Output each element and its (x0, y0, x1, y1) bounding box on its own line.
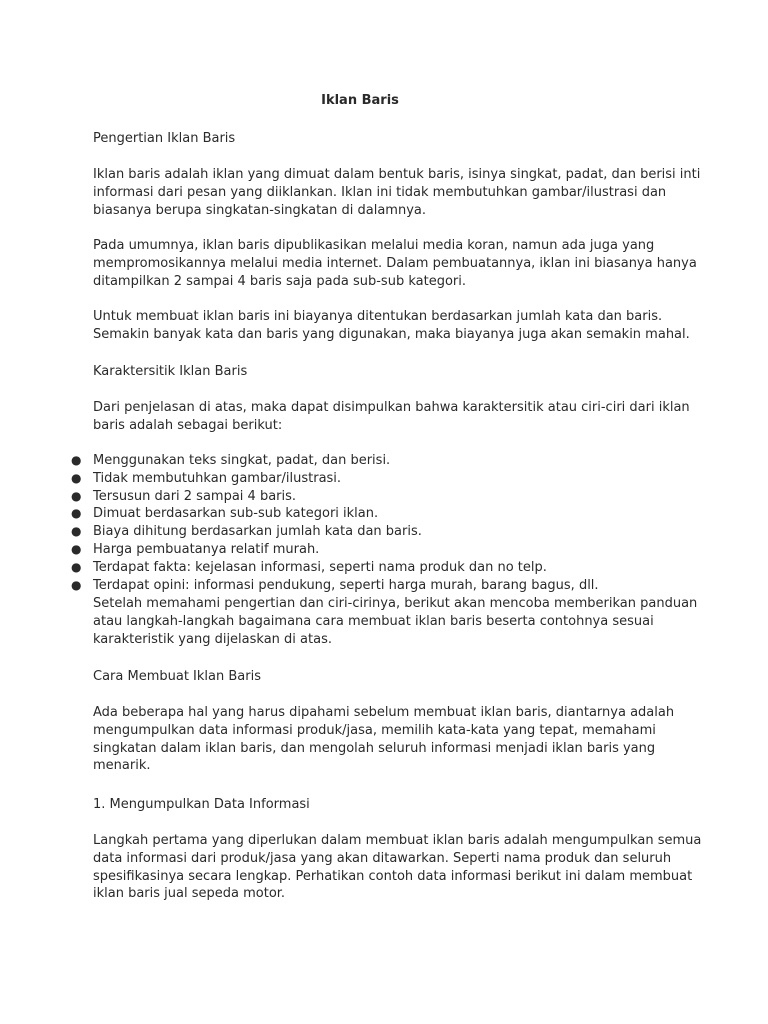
section-heading-karakteristik: Karaktersitik Iklan Baris (93, 364, 248, 379)
paragraph-line: mengumpulkan data informasi produk/jasa, memilih kata-kata yang tepat, memahami (93, 722, 656, 738)
bullet-icon: ● (71, 470, 82, 485)
section-heading-cara: Cara Membuat Iklan Baris (93, 669, 261, 684)
paragraph-cost (93, 308, 693, 344)
bullet-icon: ● (71, 453, 82, 467)
paragraph-line: atau langkah-langkah bagaimana cara membuat iklan baris beserta contohnya sesuai (93, 613, 654, 629)
bullet-icon: ● (71, 559, 82, 574)
paragraph-transition (93, 595, 698, 648)
paragraph-line: Pada umumnya, iklan baris dipublikasikan melalui media koran, namun ada juga yang (93, 238, 655, 253)
bullet-icon: ● (71, 506, 82, 521)
paragraph-line: data informasi dari produk/jasa yang akan ditawarkan. Seperti nama produk dan seluruh (93, 850, 672, 866)
list-item: ● Biaya dihitung berdasarkan jumlah kata dan baris. (71, 524, 422, 540)
list-item: ● Dimuat berdasarkan sub-sub kategori iklan. (71, 506, 379, 522)
list-item: ● Tersusun dari 2 sampai 4 baris. (71, 488, 297, 504)
characteristics-list (71, 452, 599, 594)
paragraph-line: iklan baris jual sepeda motor. (93, 886, 286, 902)
list-item: ● Terdapat fakta: kejelasan informasi, seperti nama produk dan no telp. (71, 559, 547, 575)
paragraph-steps-intro (93, 704, 693, 775)
paragraph-summary (93, 399, 693, 435)
paragraph-line: Iklan baris adalah iklan yang dimuat dalam bentuk baris, isinya singkat, padat, dan berisi inti (93, 167, 701, 182)
paragraph-line: Dari penjelasan di atas, maka dapat disimpulkan bahwa karaktersitik atau ciri-ciri dari iklan (93, 400, 690, 415)
list-item: ● Harga pembuatanya relatif murah. (71, 541, 320, 557)
paragraph-line: karakteristik yang dijelaskan di atas. (93, 631, 332, 647)
bullet-icon: ● (71, 524, 82, 539)
paragraph-line: Setelah memahami pengertian dan ciri-cirinya, berikut akan mencoba memberikan panduan (93, 596, 698, 611)
bullet-icon: ● (71, 541, 82, 556)
paragraph-line: baris adalah sebagai berikut: (93, 417, 283, 433)
paragraph-publication (93, 237, 697, 290)
paragraph-line: singkatan dalam iklan baris, dan mengolah seluruh informasi menjadi iklan baris yang (93, 740, 656, 756)
section-heading-step1: 1. Mengumpulkan Data Informasi (93, 797, 310, 812)
paragraph-line: Langkah pertama yang diperlukan dalam membuat iklan baris adalah mengumpulkan semua (93, 833, 702, 848)
bullet-icon: ● (71, 577, 82, 592)
paragraph-line: menarik. (93, 758, 151, 774)
paragraph-definition (93, 166, 701, 219)
document-title: Iklan Baris (321, 93, 399, 108)
paragraph-step1 (93, 832, 702, 903)
list-item: ● Tidak membutuhkan gambar/ilustrasi. (71, 470, 342, 486)
list-item: ● Terdapat opini: informasi pendukung, seperti harga murah, barang bagus, dll. (71, 577, 599, 593)
paragraph-line: Ada beberapa hal yang harus dipahami sebelum membuat iklan baris, diantarnya adalah (93, 705, 675, 720)
paragraph-line: mempromosikannya melalui media internet. Dalam pembuatannya, iklan ini biasanya hanya (93, 255, 697, 271)
paragraph-line: Semakin banyak kata dan baris yang digunakan, maka biayanya juga akan semakin mahal. (93, 326, 690, 342)
paragraph-line: biasanya berupa singkatan-singkatan di dalamnya. (93, 202, 426, 218)
section-heading-pengertian: Pengertian Iklan Baris (93, 131, 236, 146)
paragraph-line: informasi dari pesan yang diiklankan. Iklan ini tidak membutuhkan gambar/ilustrasi dan (93, 184, 667, 200)
bullet-icon: ● (71, 488, 82, 503)
paragraph-line: ditampilkan 2 sampai 4 baris saja pada sub-sub kategori. (93, 273, 466, 289)
list-item: ● Menggunakan teks singkat, padat, dan berisi. (71, 453, 391, 468)
paragraph-line: Untuk membuat iklan baris ini biayanya ditentukan berdasarkan jumlah kata dan baris. (93, 309, 663, 324)
paragraph-line: spesifikasinya secara lengkap. Perhatikan contoh data informasi berikut ini dalam membuat (93, 868, 693, 884)
